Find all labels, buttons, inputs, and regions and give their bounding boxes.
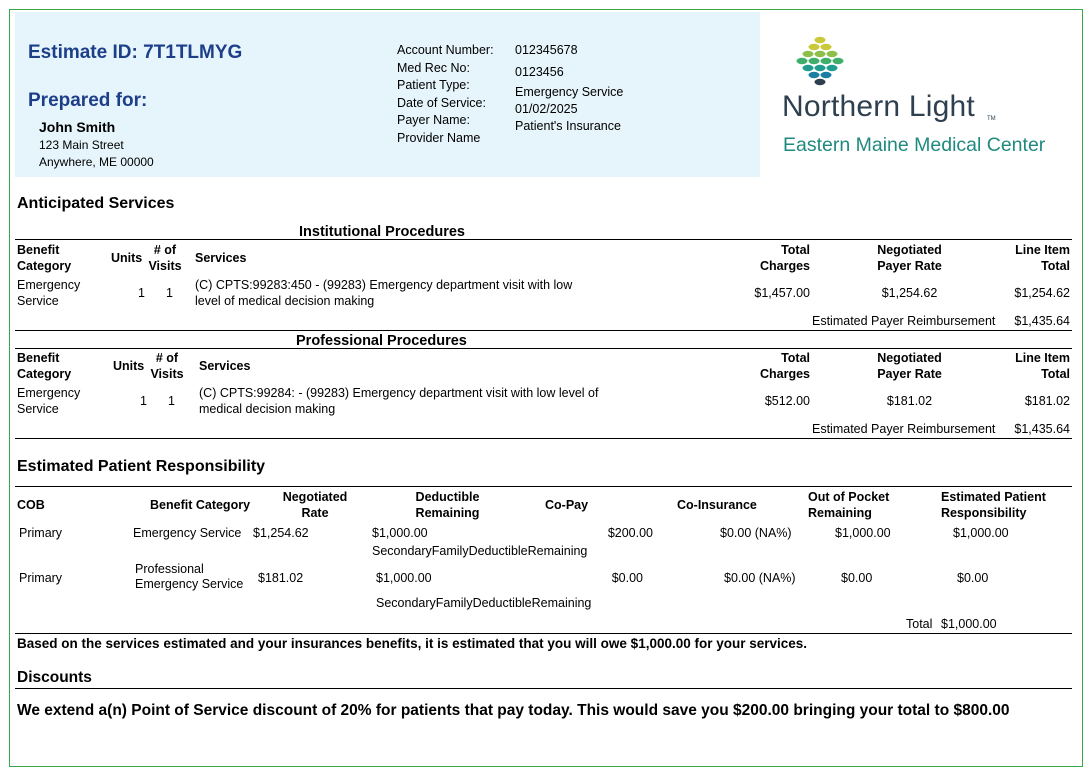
col-line-item-total: Line Item Total <box>1015 243 1070 273</box>
resp-row2-estimated: $0.00 <box>957 571 989 585</box>
resp-total-value: $1,000.00 <box>941 617 997 631</box>
prof-reimbursement-label: Estimated Payer Reimbursement <box>812 422 996 436</box>
inst-total-charges: $1,457.00 <box>754 286 810 300</box>
discounts-title: Discounts <box>17 669 92 686</box>
resp-total-label: Total <box>906 617 933 631</box>
divider <box>15 688 1072 689</box>
logo-dot <box>809 44 820 50</box>
resp-row2-coinsurance: $0.00 (NA%) <box>724 571 796 585</box>
prof-total-charges: $512.00 <box>764 394 810 408</box>
logo-dot <box>797 58 808 64</box>
inst-negotiated-rate: $1,254.62 <box>881 286 938 300</box>
meta-label-payer: Payer Name: <box>397 113 470 127</box>
logo-dot <box>827 65 838 71</box>
col-benefit-category: Benefit Category <box>17 243 72 273</box>
meta-value-payer: Patient's Insurance <box>515 119 621 133</box>
divider <box>15 486 1072 487</box>
col-coinsurance: Co-Insurance <box>677 498 757 512</box>
logo-dot <box>833 58 844 64</box>
resp-row1-copay: $200.00 <box>607 526 653 540</box>
professional-procedures-title: Professional Procedures <box>296 333 467 349</box>
col-estimated-responsibility: Estimated Patient Responsibility <box>941 490 1046 520</box>
resp-row1-estimated: $1,000.00 <box>953 526 1009 540</box>
logo-dot <box>815 51 826 57</box>
resp-row1-benefit-category: Emergency Service <box>133 526 242 540</box>
col-total-charges: Total Charges <box>759 351 810 381</box>
resp-row1-cob: Primary <box>19 526 63 540</box>
col-resp-benefit-category: Benefit Category <box>150 498 251 512</box>
prof-line-item-total: $181.02 <box>1024 394 1070 408</box>
col-units: Units <box>113 359 145 373</box>
logo-dot <box>815 37 826 43</box>
anticipated-services-title: Anticipated Services <box>17 195 175 212</box>
meta-label-provider: Provider Name <box>397 131 481 145</box>
col-benefit-category: Benefit Category <box>17 351 72 381</box>
meta-value-medrec: 0123456 <box>515 65 564 79</box>
meta-label-account: Account Number: <box>397 43 494 57</box>
responsibility-summary: Based on the services estimated and your insurances benefits, it is estimated that you will owe $1,000.00 for your services. <box>17 636 808 651</box>
patient-address-line1: 123 Main Street <box>39 138 124 152</box>
meta-label-patient-type: Patient Type: <box>397 78 470 92</box>
patient-responsibility-title: Estimated Patient Responsibility <box>17 458 266 475</box>
prof-reimbursement-value: $1,435.64 <box>1014 422 1070 436</box>
resp-row2-deductible: $1,000.00 <box>376 571 432 585</box>
meta-label-date: Date of Service: <box>397 96 486 110</box>
inst-visits: 1 <box>166 286 173 300</box>
resp-row1-deductible-note: SecondaryFamilyDeductibleRemaining <box>372 544 588 558</box>
resp-row1-deductible: $1,000.00 <box>372 526 428 540</box>
col-visits: # of Visits <box>148 243 182 273</box>
prepared-for-label: Prepared for: <box>28 90 148 111</box>
logo-dot <box>809 72 820 78</box>
divider <box>15 330 1072 331</box>
col-negotiated-rate: Negotiated Rate <box>282 490 348 520</box>
resp-row2-deductible-note: SecondaryFamilyDeductibleRemaining <box>376 596 592 610</box>
meta-value-patient-type: Emergency Service <box>515 85 624 99</box>
meta-value-account: 012345678 <box>515 43 578 57</box>
inst-services: (C) CPTS:99283:450 - (99283) Emergency department visit with low level of medical decision making <box>195 278 573 308</box>
prof-visits: 1 <box>168 394 175 408</box>
logo-dot <box>821 58 832 64</box>
prof-services: (C) CPTS:99284: - (99283) Emergency department visit with low level of medical decision making <box>199 386 599 416</box>
col-services: Services <box>195 251 247 265</box>
logo-dot <box>821 44 832 50</box>
resp-row2-negotiated-rate: $181.02 <box>258 571 304 585</box>
prof-units: 1 <box>140 394 147 408</box>
divider <box>15 348 1072 349</box>
logo-subtitle: Eastern Maine Medical Center <box>783 134 1046 156</box>
meta-value-date: 01/02/2025 <box>515 102 578 116</box>
estimate-id: Estimate ID: 7T1TLMYG <box>28 42 243 63</box>
inst-reimbursement-value: $1,435.64 <box>1014 314 1070 328</box>
resp-row2-copay: $0.00 <box>611 571 643 585</box>
resp-row2-oop: $0.00 <box>841 571 873 585</box>
resp-row2-benefit-category: Professional Emergency Service <box>135 562 244 591</box>
col-negotiated-payer-rate: Negotiated Payer Rate <box>877 243 942 273</box>
logo-name: Northern Light <box>782 90 975 123</box>
logo-dot <box>803 65 814 71</box>
prof-negotiated-rate: $181.02 <box>886 394 933 408</box>
resp-row1-coinsurance: $0.00 (NA%) <box>720 526 792 540</box>
logo-trademark: TM <box>987 116 996 122</box>
patient-name: John Smith <box>39 119 116 135</box>
inst-benefit-category: Emergency Service <box>17 278 81 308</box>
divider <box>15 438 1072 439</box>
col-deductible-remaining: Deductible Remaining <box>415 490 480 520</box>
inst-reimbursement-label: Estimated Payer Reimbursement <box>812 314 996 328</box>
discounts-text: We extend a(n) Point of Service discount of 20% for patients that pay today. This would save you $200.00 bringing your total to $800.00 <box>17 702 1010 719</box>
resp-row2-cob: Primary <box>19 571 63 585</box>
logo-dot <box>821 72 832 78</box>
patient-address-line2: Anywhere, ME 00000 <box>39 155 154 169</box>
logo-dot <box>827 51 838 57</box>
col-units: Units <box>111 251 143 265</box>
col-total-charges: Total Charges <box>759 243 810 273</box>
col-services: Services <box>199 359 251 373</box>
col-visits: # of Visits <box>150 351 184 381</box>
institutional-procedures-title: Institutional Procedures <box>299 224 465 240</box>
divider <box>15 239 1072 240</box>
col-oop-remaining: Out of Pocket Remaining <box>808 490 890 520</box>
pinecone-logo-icon <box>790 36 850 88</box>
col-negotiated-payer-rate: Negotiated Payer Rate <box>877 351 942 381</box>
inst-line-item-total: $1,254.62 <box>1014 286 1070 300</box>
col-line-item-total: Line Item Total <box>1015 351 1070 381</box>
logo-dot <box>809 58 820 64</box>
meta-label-medrec: Med Rec No: <box>397 61 470 75</box>
inst-units: 1 <box>138 286 145 300</box>
logo-dot <box>803 51 814 57</box>
logo-dot <box>815 79 826 85</box>
prof-benefit-category: Emergency Service <box>17 386 81 416</box>
resp-row1-oop: $1,000.00 <box>835 526 891 540</box>
resp-row1-negotiated-rate: $1,254.62 <box>253 526 309 540</box>
col-copay: Co-Pay <box>545 498 589 512</box>
divider <box>15 633 1072 634</box>
col-cob: COB <box>17 498 45 512</box>
logo-dot <box>815 65 826 71</box>
